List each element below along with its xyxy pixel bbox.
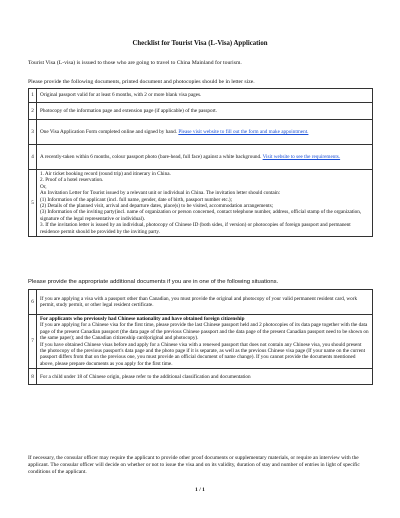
row-line: 2. Proof of a hotel reservation. (40, 177, 104, 184)
row-text: If you are applying a visa with a passport other than Canadian, you must provide the original and photocopy of your valid permanent resident card, work permit, study permit, or other legal resident certificate. (37, 290, 373, 315)
table-row (29, 89, 373, 103)
photo-requirements-link[interactable]: Visit website to see the requirements. (262, 153, 341, 160)
row-content (37, 170, 373, 237)
intro-text: Tourist Visa (L-visa) is issued to those who are going to travel to China Mainland for tourism. (28, 60, 242, 66)
row-number: 6 (29, 290, 37, 315)
table-row (29, 290, 373, 315)
additional-documents-table (28, 289, 373, 385)
row-line: (1) Information of the applicant (incl. full name, gender, date of birth, passport number etc.); (40, 196, 233, 203)
row-number: 2 (29, 103, 37, 120)
row-text: Photocopy of the information page and extension page (if applicable) of the passport. (37, 103, 373, 120)
table-row (29, 315, 373, 369)
row-number: 3 (29, 120, 37, 145)
row-line: (2) Details of the planned visit, arrival and departure dates, place(s) to be visited, accommodation arrangements; (40, 203, 274, 210)
row-line: An Invitation Letter for Tourist issued by a relevant unit or individual in China. The invitation letter should contain: (40, 190, 281, 197)
page-number: 1 / 1 (195, 487, 205, 493)
row-heading: For applicants who previously had Chinese nationality and have obtained foreign citizenship (40, 316, 245, 322)
table-row (29, 120, 373, 145)
row-content (37, 120, 373, 145)
row-line: If you are applying for a Chinese visa for the first time, please provide the last Chinese passport held and 2 photocopies of its data page together with the data page of the present Canadian passport (the data page of the previous Chinese passport and the data page of the present Canadian passport need to be shown on the same paper); and the Canadian citizenship card(original and photocopy). (40, 322, 369, 342)
additional-instruction-text: Please provide the appropriate additional documents if you are in one of the following situations. (28, 279, 279, 285)
table-row (29, 170, 373, 237)
row-content (37, 315, 373, 369)
fill-form-link[interactable]: Please visit website to fill out the form and make appointment. (178, 128, 309, 135)
row-line: If you have obtained Chinese visas before and apply for a Chinese visa with a renewed passport that does not contain any Chinese visa, you should present the photocopy of the previous passport's data page and the photo page if it is separate, as well as the previous Chinese visa page (If your name on the current passport differs from that on the previous one, you must provide an official document of name change). If you cannot provide the documents mentioned above, please prepare documents as you apply for the first time. (40, 341, 366, 367)
footer-note: If necessary, the consular officer may require the applicant to provide other proof documents or supplementary materials, or require an interview with the applicant. The consular officer will decide on whether or not to issue the visa and on its validity, duration of stay and number of entries in light of specific conditions of the applicant. (28, 455, 360, 475)
row-text: A recently-taken within 6 months, colour passport photo (bare-head, full face) against a white background. (40, 153, 262, 160)
row-number: 4 (29, 145, 37, 170)
table-row (29, 103, 373, 120)
instruction-text: Please provide the following documents, printed document and photocopies should be in letter size. (28, 79, 255, 85)
row-number: 1 (29, 89, 37, 103)
table-row (29, 145, 373, 170)
required-documents-table (28, 88, 373, 237)
row-number: 5 (29, 170, 37, 237)
row-line: Or, (40, 183, 47, 190)
row-line: (3) Information of the inviting party(incl. name of organization or person concerned, contact telephone number, address, official stamp of the organization, signature of the legal representative or individual). (40, 209, 362, 222)
row-line: 1. Air ticket booking record (round trip) and itinerary in China. (40, 171, 171, 177)
row-text: For a child under 18 of Chinese origin, please refer to the additional classification and documentation (37, 369, 373, 385)
row-text: One Visa Application Form completed online and signed by hand. (40, 128, 178, 135)
table-row (29, 369, 373, 385)
row-number: 7 (29, 315, 37, 369)
row-line: 3. If the invitation letter is issued by an individual, photocopy of Chinese ID (both sides, if version) or photocopies of foreign passport and permanent residence permit should be provided by the inviting party. (40, 222, 351, 235)
row-text: Original passport valid for at least 6 months, with 2 or more blank visa pages. (37, 89, 373, 103)
row-number: 8 (29, 369, 37, 385)
row-content (37, 145, 373, 170)
document-title: Checklist for Tourist Visa (L-Visa) Application (132, 40, 268, 47)
